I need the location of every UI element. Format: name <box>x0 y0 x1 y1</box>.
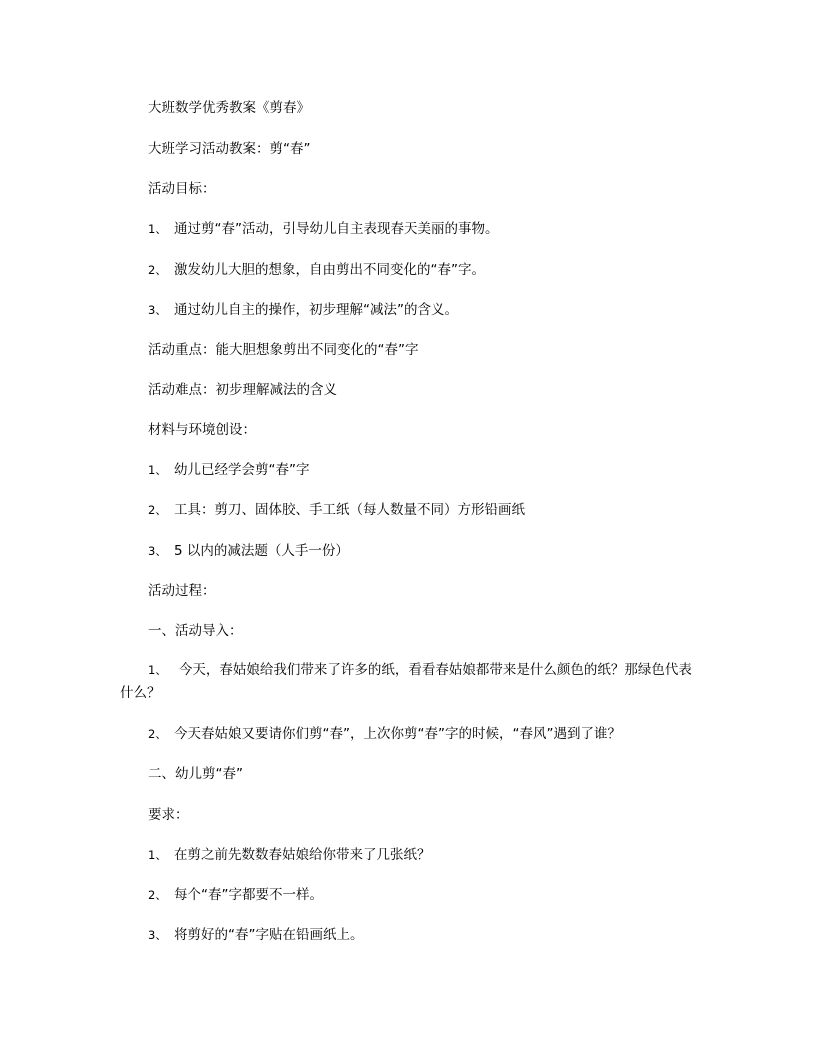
material-text: 工具：剪刀、固体胶、手工纸（每人数量不同）方形铅画纸 <box>174 502 525 518</box>
materials-heading: 材料与环境创设： <box>148 422 256 438</box>
section-1-item-number: 1、 <box>148 663 167 677</box>
requirements-heading: 要求： <box>148 807 189 823</box>
section-1-item-number: 2、 <box>148 727 167 741</box>
section-1-item <box>148 724 621 744</box>
goal-number: 1、 <box>148 222 167 236</box>
material-text: 幼儿已经学会剪“春”字 <box>174 462 310 478</box>
goal-text: 通过剪“春”活动，引导幼儿自主表现春天美丽的事物。 <box>174 221 499 237</box>
section-1-item-text: 今天春姑娘又要请你们剪“春”，上次你剪“春”字的时候，“春风”遇到了谁？ <box>174 726 621 742</box>
section-1-heading: 一、活动导入： <box>148 623 243 639</box>
material-item <box>148 500 525 520</box>
material-number: 2、 <box>148 503 167 517</box>
goal-item <box>148 219 499 239</box>
requirement-item <box>148 925 364 945</box>
goal-number: 2、 <box>148 263 167 277</box>
difficulty: 活动难点：初步理解减法的含义 <box>148 382 337 398</box>
goal-text: 通过幼儿自主的操作，初步理解“减法”的含义。 <box>174 302 458 318</box>
goal-item <box>148 260 485 280</box>
requirement-number: 3、 <box>148 928 167 942</box>
goal-item <box>148 300 458 320</box>
requirement-number: 2、 <box>148 888 167 902</box>
document-title: 大班数学优秀教案《剪春》 <box>148 100 310 116</box>
goals-heading: 活动目标： <box>148 181 216 197</box>
requirement-item <box>148 845 431 865</box>
section-1-item <box>120 659 700 705</box>
section-1-item-text: 今天，春姑娘给我们带来了许多的纸，看看春姑娘都带来是什么颜色的纸？那绿色代表什么？ <box>120 662 692 701</box>
goal-number: 3、 <box>148 303 167 317</box>
material-item <box>148 541 349 561</box>
material-text: 5 以内的减法题（人手一份） <box>174 543 349 559</box>
key-point: 活动重点：能大胆想象剪出不同变化的“春”字 <box>148 342 419 358</box>
material-item <box>148 460 310 480</box>
process-heading: 活动过程： <box>148 583 216 599</box>
material-number: 3、 <box>148 544 167 558</box>
requirement-text: 在剪之前先数数春姑娘给你带来了几张纸？ <box>174 847 431 863</box>
document-subtitle: 大班学习活动教案：剪“春” <box>148 141 311 157</box>
section-2-heading: 二、幼儿剪“春” <box>148 766 243 782</box>
goal-text: 激发幼儿大胆的想象，自由剪出不同变化的“春”字。 <box>174 262 485 278</box>
requirement-text: 每个“春”字都要不一样。 <box>174 887 323 903</box>
requirement-text: 将剪好的“春”字贴在铅画纸上。 <box>174 927 364 943</box>
requirement-item <box>148 885 323 905</box>
material-number: 1、 <box>148 463 167 477</box>
requirement-number: 1、 <box>148 848 167 862</box>
